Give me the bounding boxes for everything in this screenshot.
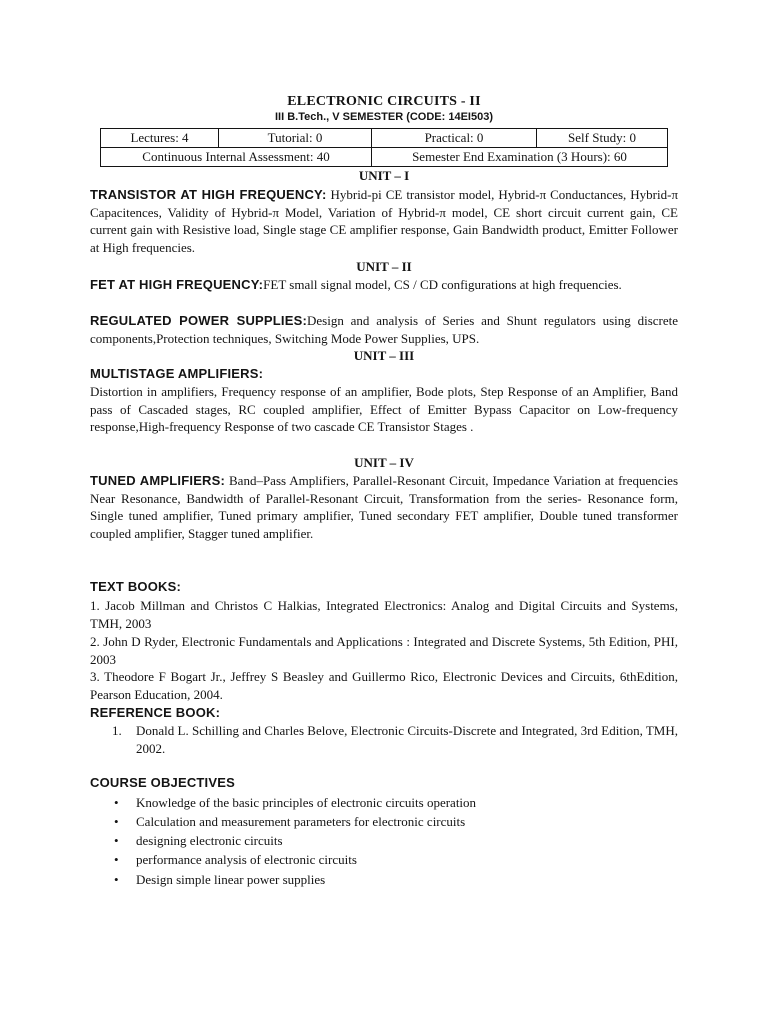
bullet-icon: • bbox=[114, 833, 119, 848]
see-cell: Semester End Examination (3 Hours): 60 bbox=[372, 148, 668, 167]
cia-cell: Continuous Internal Assessment: 40 bbox=[101, 148, 372, 167]
objective-item: • designing electronic circuits bbox=[114, 833, 283, 848]
lectures-cell: Lectures: 4 bbox=[101, 129, 219, 148]
topic-text: Design and analysis of Series and Shunt regulators using discrete components,Protection techniques, Switching Mode Power Supplies, UPS. bbox=[90, 313, 679, 346]
course-objectives-heading: COURSE OBJECTIVES bbox=[90, 775, 235, 790]
objective-item: • performance analysis of electronic circuits bbox=[114, 852, 357, 867]
unit-1-label: UNIT – I bbox=[358, 168, 410, 183]
self-study-cell: Self Study: 0 bbox=[537, 129, 668, 148]
bullet-icon: • bbox=[114, 795, 119, 810]
unit-3-topic-heading: MULTISTAGE AMPLIFIERS: bbox=[90, 366, 264, 381]
topic-heading: TRANSISTOR AT HIGH FREQUENCY: bbox=[90, 187, 327, 202]
bullet-icon: • bbox=[114, 872, 119, 887]
bullet-icon: • bbox=[114, 814, 119, 829]
text-book-2: 2. John D Ryder, Electronic Fundamentals and Applications : Integrated and Discrete Systems, 5th Edition, PHI, 2003 bbox=[90, 634, 678, 667]
topic-text: Band–Pass Amplifiers, Parallel-Resonant Circuit, Impedance Variation at frequencies Near Resonance, Bandwidth of Parallel-Resonant Circuit, Transformation from the series- Resonance form, Single tuned amplifier, Tuned primary amplifier, Tuned secondary FET amplifier, Double tuned transformer coupled amplifier, Stagger tuned amplifier. bbox=[90, 473, 679, 541]
practical-cell: Practical: 0 bbox=[372, 129, 537, 148]
topic-text: Hybrid-pi CE transistor model, Hybrid-π Conductances, Hybrid-π Capacitences, Validity of Hybrid-π Model, Variation of Hybrid-π model, CE short circuit current gain, CE current gain with Resistive load, Single stage CE amplifier response, Gain Bandwidth product, Emitter Follower at High frequencies. bbox=[90, 187, 679, 255]
text-book-3: 3. Theodore F Bogart Jr., Jeffrey S Beasley and Guillermo Rico, Electronic Devices and Circuits, 6thEdition, Pearson Education, 2004. bbox=[90, 669, 678, 702]
text-books-heading: TEXT BOOKS: bbox=[90, 579, 182, 594]
objective-item: • Knowledge of the basic principles of electronic circuits operation bbox=[114, 795, 477, 810]
reference-book-1 bbox=[112, 722, 678, 757]
topic-text: FET small signal model, CS / CD configurations at high frequencies. bbox=[263, 277, 622, 292]
unit-1-topic-1 bbox=[90, 186, 678, 256]
reference-number: 1. bbox=[112, 723, 122, 738]
course-title: ELECTRONIC CIRCUITS - II bbox=[287, 94, 481, 109]
text-book-1: 1. Jacob Millman and Christos C Halkias, Integrated Electronics: Analog and Digital Circuits and Systems, TMH, 2003 bbox=[90, 598, 678, 631]
schedule-row-assessment bbox=[101, 148, 668, 167]
reference-text: Donald L. Schilling and Charles Belove, Electronic Circuits-Discrete and Integrated, 3rd Edition, TMH, 2002. bbox=[136, 723, 678, 756]
topic-heading: TUNED AMPLIFIERS: bbox=[90, 473, 226, 488]
schedule-table bbox=[100, 128, 668, 167]
unit-2-label: UNIT – II bbox=[356, 259, 412, 274]
bullet-icon: • bbox=[114, 852, 119, 867]
unit-2-topic-1 bbox=[90, 276, 678, 294]
schedule-row-hours bbox=[101, 129, 668, 148]
topic-heading: FET AT HIGH FREQUENCY: bbox=[90, 277, 264, 292]
unit-4-topic-1 bbox=[90, 472, 678, 542]
objective-item: • Design simple linear power supplies bbox=[114, 872, 326, 887]
tutorial-cell: Tutorial: 0 bbox=[219, 129, 372, 148]
objective-item: • Calculation and measurement parameters for electronic circuits bbox=[114, 814, 466, 829]
reference-book-heading: REFERENCE BOOK: bbox=[90, 705, 221, 720]
topic-heading: REGULATED POWER SUPPLIES: bbox=[90, 313, 307, 328]
unit-2-topic-2 bbox=[90, 312, 678, 347]
unit-4-label: UNIT – IV bbox=[354, 455, 414, 470]
course-subtitle: III B.Tech., V SEMESTER (CODE: 14EI503) bbox=[274, 111, 494, 123]
unit-3-topic-text: Distortion in amplifiers, Frequency response of an amplifier, Bode plots, Step Response of an Amplifier, Band pass of Cascaded stages, RC coupled amplifier, Effect of Emitter Bypass Capacitor on Low-frequency response,High-frequency Response of two cascade CE Transistor Stages . bbox=[90, 384, 678, 435]
unit-3-label: UNIT – III bbox=[353, 348, 415, 363]
